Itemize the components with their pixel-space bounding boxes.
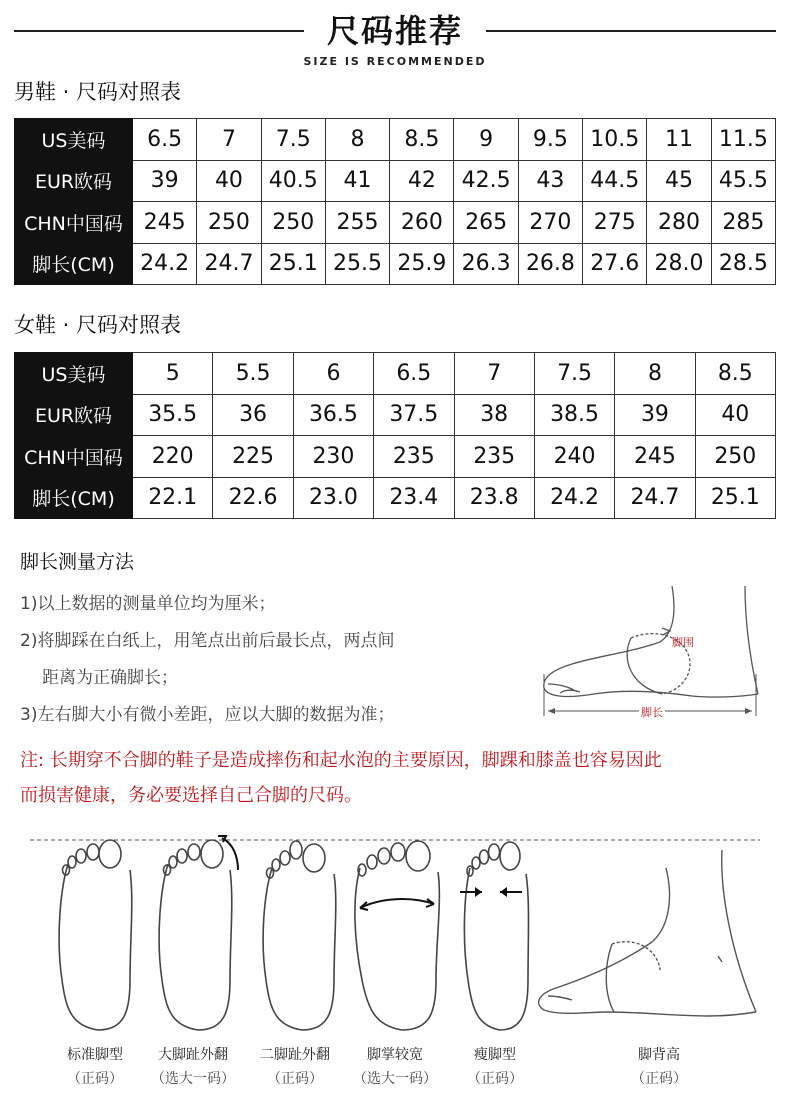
size-cell: 7 (197, 119, 261, 161)
size-row-header: EUR欧码 (15, 160, 133, 202)
foot-side-measure-icon (544, 586, 758, 716)
warning-note-line-2: 而损害健康，务必要选择自己合脚的尺码。 (20, 785, 362, 806)
foot-second-toe-valgus-icon (263, 841, 336, 1030)
size-cell: 25.5 (325, 243, 389, 285)
size-cell: 245 (615, 436, 695, 478)
size-cell: 23.4 (374, 477, 454, 519)
foot-high-instep-icon (539, 850, 756, 1016)
foot-type-label: 脚掌较宽 (367, 1047, 423, 1063)
size-cell: 10.5 (583, 119, 647, 161)
size-cell: 5 (133, 353, 213, 395)
size-cell: 225 (213, 436, 293, 478)
size-row-header: CHN中国码 (15, 202, 133, 244)
size-cell: 42 (390, 160, 454, 202)
size-cell: 6.5 (374, 353, 454, 395)
size-cell: 24.7 (615, 477, 695, 519)
size-cell: 39 (615, 394, 695, 436)
women-table-title: 女鞋 · 尺码对照表 (14, 313, 182, 337)
size-cell: 44.5 (583, 160, 647, 202)
size-cell: 250 (197, 202, 261, 244)
foot-type-label: 瘦脚型 (474, 1047, 516, 1063)
size-cell: 7 (454, 353, 534, 395)
size-cell: 220 (133, 436, 213, 478)
size-cell: 24.7 (197, 243, 261, 285)
girth-label: 脚围 (672, 636, 694, 649)
size-cell: 38.5 (534, 394, 614, 436)
foot-big-toe-valgus-icon (159, 836, 238, 1030)
size-cell: 37.5 (374, 394, 454, 436)
foot-type-advice: （正码） (67, 1071, 123, 1087)
size-cell: 28.0 (647, 243, 711, 285)
size-row-header: EUR欧码 (15, 394, 133, 436)
size-row-header: US美码 (15, 119, 133, 161)
size-cell: 38 (454, 394, 534, 436)
size-row-header: US美码 (15, 353, 133, 395)
size-cell: 45.5 (711, 160, 775, 202)
size-cell: 11 (647, 119, 711, 161)
page-subtitle: SIZE IS RECOMMENDED (303, 55, 487, 68)
warning-note-line-1: 注: 长期穿不合脚的鞋子是造成摔伤和起水泡的主要原因，脚踝和膝盖也容易因此 (20, 750, 662, 771)
size-cell: 25.9 (390, 243, 454, 285)
foot-standard-icon (59, 840, 132, 1030)
size-cell: 22.1 (133, 477, 213, 519)
foot-type-advice: （选大一码） (353, 1071, 437, 1087)
size-cell: 40 (197, 160, 261, 202)
size-cell: 26.3 (454, 243, 518, 285)
size-cell: 260 (390, 202, 454, 244)
size-cell: 36 (213, 394, 293, 436)
measure-line-2: 2)将脚踩在白纸上，用笔点出前后最长点，两点间 (20, 631, 395, 651)
size-cell: 45 (647, 160, 711, 202)
foot-type-advice: （正码） (467, 1071, 523, 1087)
size-cell: 250 (261, 202, 325, 244)
foot-slim-icon (460, 842, 529, 1030)
size-row-header: 脚长(CM) (15, 477, 133, 519)
size-cell: 35.5 (133, 394, 213, 436)
foot-type-advice: （选大一码） (151, 1071, 235, 1087)
size-cell: 8.5 (390, 119, 454, 161)
size-cell: 23.0 (293, 477, 373, 519)
length-label: 脚长 (641, 706, 663, 719)
size-cell: 255 (325, 202, 389, 244)
foot-type-advice: （正码） (267, 1071, 323, 1087)
foot-type-label: 脚背高 (638, 1047, 680, 1063)
foot-type-advice: （正码） (631, 1071, 687, 1087)
size-cell: 280 (647, 202, 711, 244)
size-cell: 9.5 (518, 119, 582, 161)
foot-wide-icon (355, 841, 439, 1030)
foot-type-label: 标准脚型 (67, 1047, 123, 1063)
size-cell: 40.5 (261, 160, 325, 202)
size-cell: 245 (133, 202, 197, 244)
size-cell: 8 (615, 353, 695, 395)
men-table-title: 男鞋 · 尺码对照表 (14, 80, 182, 104)
size-cell: 7.5 (534, 353, 614, 395)
size-cell: 270 (518, 202, 582, 244)
measure-line-3: 距离为正确脚长； (42, 668, 178, 688)
size-cell: 235 (374, 436, 454, 478)
size-cell: 27.6 (583, 243, 647, 285)
size-cell: 230 (293, 436, 373, 478)
measure-title: 脚长测量方法 (20, 551, 135, 573)
size-row-header: 脚长(CM) (15, 243, 133, 285)
size-cell: 6 (293, 353, 373, 395)
size-cell: 240 (534, 436, 614, 478)
size-cell: 8 (325, 119, 389, 161)
size-cell: 8.5 (695, 353, 775, 395)
size-cell: 5.5 (213, 353, 293, 395)
size-cell: 22.6 (213, 477, 293, 519)
size-cell: 26.8 (518, 243, 582, 285)
measure-line-1: 1)以上数据的测量单位均为厘米； (20, 594, 276, 614)
size-cell: 36.5 (293, 394, 373, 436)
size-cell: 24.2 (133, 243, 197, 285)
size-cell: 43 (518, 160, 582, 202)
foot-type-label: 二脚趾外翻 (260, 1047, 330, 1063)
size-cell: 6.5 (133, 119, 197, 161)
size-cell: 250 (695, 436, 775, 478)
size-cell: 24.2 (534, 477, 614, 519)
size-cell: 235 (454, 436, 534, 478)
size-cell: 275 (583, 202, 647, 244)
page-title: 尺码推荐 (326, 12, 463, 50)
size-cell: 7.5 (261, 119, 325, 161)
size-cell: 25.1 (261, 243, 325, 285)
size-cell: 28.5 (711, 243, 775, 285)
foot-type-label: 大脚趾外翻 (158, 1047, 228, 1063)
size-cell: 42.5 (454, 160, 518, 202)
size-cell: 265 (454, 202, 518, 244)
size-cell: 39 (133, 160, 197, 202)
size-cell: 25.1 (695, 477, 775, 519)
size-row-header: CHN中国码 (15, 436, 133, 478)
size-cell: 40 (695, 394, 775, 436)
size-cell: 41 (325, 160, 389, 202)
measure-line-4: 3)左右脚大小有微小差距，应以大脚的数据为准； (20, 705, 395, 725)
size-cell: 23.8 (454, 477, 534, 519)
size-cell: 11.5 (711, 119, 775, 161)
size-cell: 9 (454, 119, 518, 161)
size-cell: 285 (711, 202, 775, 244)
